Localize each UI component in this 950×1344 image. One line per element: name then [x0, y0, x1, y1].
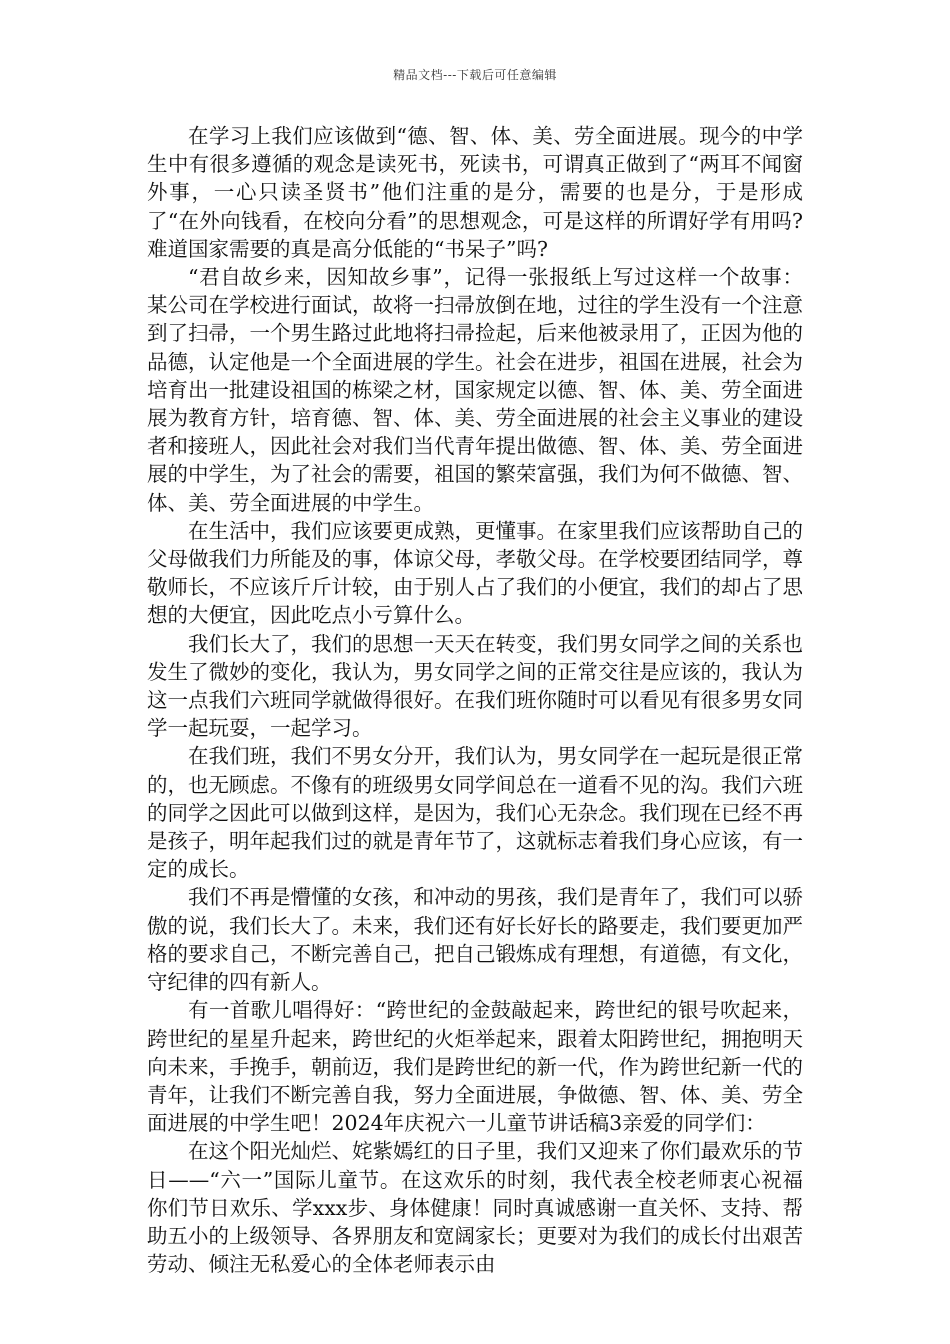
paragraph-life: 在生活中，我们应该要更成熟，更懂事。在家里我们应该帮助自己的父母做我们力所能及的事，体谅父母，孝敬父母。在学校要团结同学，尊敬师长，不应该斤斤计较，由于别人占了我们的小便宜，我们的却占了思想的大便宜，因此吃点小亏算什么。: [147, 518, 803, 628]
paragraph-growing-up: 我们长大了，我们的思想一天天在转变，我们男女同学之间的关系也发生了微妙的变化，我认为，男女同学之间的正常交往是应该的，我认为这一点我们六班同学就做得很好。在我们班你随时可以看见有很多男女同学一起玩耍，一起学习。: [147, 631, 803, 741]
paragraph-story: “君自故乡来，因知故乡事”，记得一张报纸上写过这样一个故事：某公司在学校进行面试，故将一扫帚放倒在地，过往的学生没有一个注意到了扫帚，一个男生路过此地将扫帚捡起，后来他被录用了，正因为他的品德，认定他是一个全面进展的学生。社会在进步，祖国在进展，社会为培育出一批建设祖国的栋梁之材，国家规定以德、智、体、美、劳全面进展为教育方针，培育德、智、体、美、劳全面进展的社会主义事业的建设者和接班人，因此社会对我们当代青年提出做德、智、体、美、劳全面进展的中学生，为了社会的需要，祖国的繁荣富强，我们为何不做德、智、体、美、劳全面进展的中学生。: [147, 265, 803, 515]
paragraph-youth: 我们不再是懵懂的女孩，和冲动的男孩，我们是青年了，我们可以骄傲的说，我们长大了。未来，我们还有好长好长的路要走，我们要更加严格的要求自己，不断完善自己，把自己锻炼成有理想，有道德，有文化，守纪律的四有新人。: [147, 885, 803, 995]
page-header-watermark: 精品文档---下载后可任意编辑: [393, 68, 557, 82]
paragraph-study: 在学习上我们应该做到“德、智、体、美、劳全面进展。现今的中学生中有很多遵循的观念是读死书，死读书，可谓真正做到了“两耳不闻窗外事，一心只读圣贤书”他们注重的是分，需要的也是分，于是形成了“在外向钱看，在校向分看”的思想观念，可是这样的所谓好学有用吗?难道国家需要的真是高分低能的“书呆子”吗?: [147, 124, 803, 261]
paragraph-childrens-day: 在这个阳光灿烂、姹紫嫣红的日子里，我们又迎来了你们最欢乐的节日——“六一”国际儿童节。在这欢乐的时刻，我代表全校老师衷心祝福你们节日欢乐、学xxx步、身体健康！同时真诚感谢一直关怀、支持、帮助五小的上级领导、各界朋友和宽阔家长；更要对为我们的成长付出艰苦劳动、倾注无私爱心的全体老师表示由: [147, 1139, 803, 1277]
paragraph-class: 在我们班，我们不男女分开，我们认为，男女同学在一起玩是很正常的，也无顾虑。不像有的班级男女同学间总在一道看不见的沟。我们六班的同学之因此可以做到这样，是因为，我们心无杂念。我们现在已经不再是孩子，明年起我们过的就是青年节了，这就标志着我们身心应该，有一定的成长。: [147, 744, 803, 882]
paragraph-song: 有一首歌儿唱得好：“跨世纪的金鼓敲起来，跨世纪的银号吹起来，跨世纪的星星升起来，跨世纪的火炬举起来，跟着太阳跨世纪，拥抱明天向未来，手挽手，朝前迈，我们是跨世纪的新一代，作为跨世纪新一代的青年，让我们不断完善自我，努力全面进展，争做德、智、体、美、劳全面进展的中学生吧！2024年庆祝六一儿童节讲话稿3亲爱的同学们：: [147, 998, 803, 1136]
document-body: [147, 122, 803, 1278]
